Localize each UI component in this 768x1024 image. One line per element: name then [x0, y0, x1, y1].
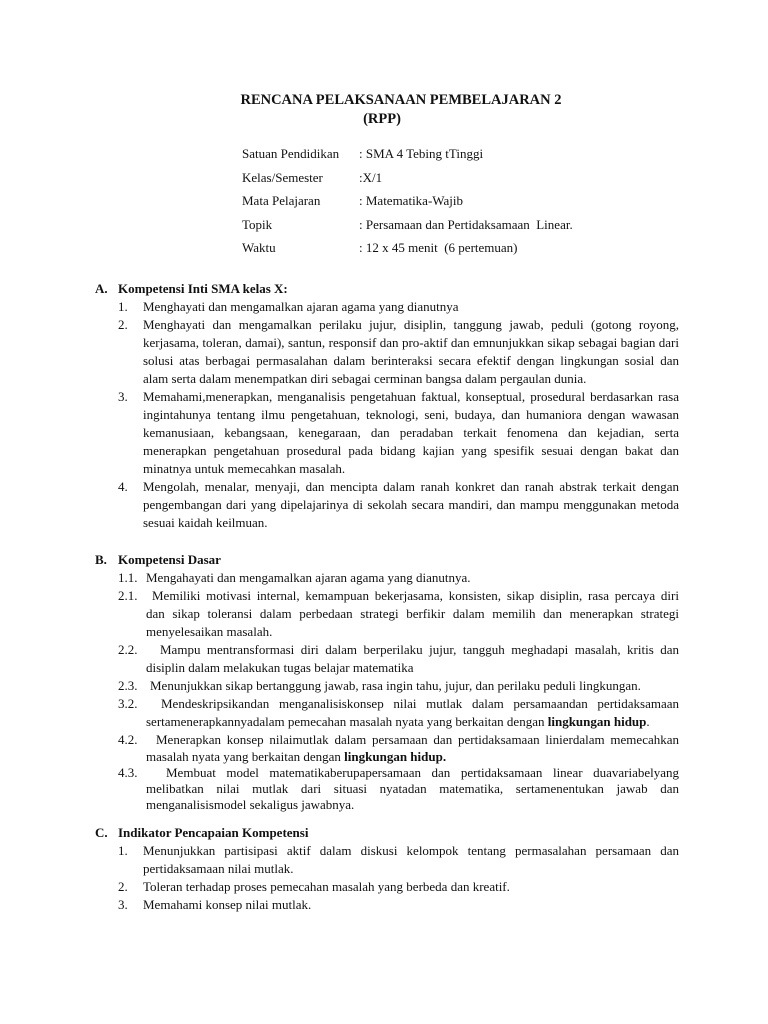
text-line: Menunjukkan partisipasi aktif dalam diskusi kelompok tentang permasalahan persamaan dan [143, 843, 679, 858]
text-line: Menerapkan konsep nilaimutlak dalam persamaan dan pertidaksamaan linierdalam memecahkan [156, 732, 679, 747]
info-row-topik [242, 213, 682, 237]
text-line: Membuat model matematikaberupapersamaan dan pertidaksamaan linear duavariabelyang [166, 765, 679, 780]
list-item [0, 316, 768, 388]
text-line: minatnya untuk memecahkan masalah. [143, 461, 346, 476]
list-item-text [143, 878, 679, 896]
info-row-waktu [242, 236, 682, 260]
list-item-number: 1. [118, 843, 128, 858]
text-line: Menghayati dan mengamalkan perilaku jujur, disiplin, tanggung jawab, peduli (gotong royong, [143, 317, 679, 332]
list-item-text [143, 316, 679, 388]
section-kompetensi-dasar [0, 551, 768, 813]
info-value: : 12 x 45 menit (6 pertemuan) [359, 240, 518, 255]
item-list [0, 298, 768, 532]
section-heading [0, 551, 768, 569]
title-line: RENCANA PELAKSANAAN PEMBELAJARAN 2 [240, 92, 562, 108]
list-item [0, 641, 768, 677]
section-title: Indikator Pencapaian Kompetensi [118, 825, 309, 840]
section-title: Kompetensi Inti SMA kelas X: [118, 281, 288, 296]
text-line: Mampu mentransformasi diri dalam berperilaku jujur, tangguh meghadapi masalah, kritis dan [160, 642, 679, 657]
list-item-number: 2.1. [118, 588, 138, 603]
list-item-text [146, 765, 679, 813]
section-letter: C. [95, 825, 108, 840]
text-line: solusi atas berbagai permasalahan dalam berinteraksi secara efektif dengan lingkungan sosial dan [143, 353, 679, 368]
list-item-text [146, 569, 679, 587]
list-item-number: 3. [118, 389, 128, 404]
item-list [0, 569, 768, 813]
list-item-text [143, 388, 679, 478]
text-line [146, 748, 679, 765]
info-row-mata-pelajaran [242, 189, 682, 213]
text-line: ingintahunya tentang ilmu pengetahuan, teknologi, seni, budaya, dan humaniora dengan wawasan [143, 407, 679, 422]
section-heading [0, 824, 768, 842]
list-item-text [146, 587, 679, 641]
text-segment: sertamenerapkannyadalam pemecahan masalah nyata yang berkaitan dengan [146, 714, 548, 729]
info-label: Satuan Pendidikan [242, 146, 340, 161]
document-title [95, 91, 707, 129]
info-row-kelas-semester [242, 166, 682, 190]
list-item [0, 765, 768, 813]
list-item [0, 569, 768, 587]
list-item-text [146, 695, 679, 731]
text-segment: masalah nyata yang berkaitan dengan [146, 749, 345, 764]
list-item [0, 842, 768, 878]
section-kompetensi-inti [0, 280, 768, 532]
info-label: Kelas/Semester [242, 169, 323, 185]
section-indikator [0, 824, 768, 914]
text-line: dan sikap toleransi dalam perbedaan strategi berfikir dalam memilih dan menerapkan strategi [146, 606, 679, 621]
text-segment: . [646, 714, 650, 729]
list-item-text [143, 842, 679, 878]
info-label: Waktu [242, 240, 276, 255]
info-value: : Persamaan dan Pertidaksamaan Linear. [359, 216, 573, 232]
section-letter: B. [95, 552, 107, 567]
text-line: Memiliki motivasi internal, kemampuan bekerjasama, konsisten, sikap disiplin, rasa percaya diri [152, 588, 679, 603]
section-title: Kompetensi Dasar [118, 552, 221, 567]
list-item-text [143, 298, 679, 316]
text-line [146, 713, 679, 731]
list-item [0, 731, 768, 765]
info-value: :X/1 [359, 169, 383, 185]
list-item-number: 4.3. [118, 765, 138, 780]
bold-text: lingkungan hidup. [344, 749, 447, 764]
list-item-number: 2.2. [118, 642, 138, 657]
info-value: : Matematika-Wajib [359, 193, 463, 208]
list-item [0, 695, 768, 731]
text-line: menerapkan pengetahuan prosedural pada bidang kajian yang spesifik sesuai dengan bakat dan [143, 443, 679, 458]
list-item-text [146, 641, 679, 677]
text-line: menyelesaikan masalah. [146, 624, 273, 639]
text-line: Menghayati dan mengamalkan ajaran agama yang dianutnya [143, 299, 459, 314]
text-line: sesuai kaidah keilmuan. [143, 515, 268, 530]
list-item-number: 1.1. [118, 570, 138, 585]
list-item-number: 2. [118, 879, 128, 894]
text-line: pengembangan dari yang dipelajarinya di sekolah secara mandiri, dan mampu menggunakan metoda [143, 497, 679, 512]
text-line: pertidaksamaan nilai mutlak. [143, 861, 294, 876]
list-item-number: 4.2. [118, 732, 138, 747]
list-item-text [143, 478, 679, 532]
info-label: Mata Pelajaran [242, 193, 321, 208]
text-line: Menunjukkan sikap bertanggung jawab, rasa ingin tahu, jujur, dan perilaku peduli lingkungan. [150, 678, 641, 693]
list-item-text [146, 731, 679, 765]
list-item-number: 1. [118, 299, 128, 314]
text-line: Mendeskripsikandan menganalisiskonsep nilai mutlak dalam persamaandan pertidaksamaan [161, 696, 679, 711]
list-item [0, 896, 768, 914]
list-item-text [143, 896, 679, 914]
info-row-satuan-pendidikan [242, 142, 682, 166]
list-item-number: 2.3. [118, 678, 138, 693]
section-letter: A. [95, 281, 108, 296]
list-item-number: 2. [118, 317, 128, 332]
subtitle: (RPP) [363, 111, 401, 127]
text-line: Mengahayati dan mengamalkan ajaran agama yang dianutnya. [146, 570, 471, 585]
list-item-number: 4. [118, 479, 128, 494]
bold-text: lingkungan hidup [547, 714, 647, 729]
text-line: Memahami,menerapkan, menganalisis pengetahuan faktual, konseptual, prosedural berdasarkan rasa [143, 389, 679, 404]
text-line: Mengolah, menalar, menyaji, dan mencipta dalam ranah konkret dan ranah abstrak terkait dengan [143, 479, 679, 494]
section-heading [0, 280, 768, 298]
list-item-number: 3. [118, 897, 128, 912]
text-line: Memahami konsep nilai mutlak. [143, 897, 312, 912]
text-line: disiplin dalam melakukan tugas belajar matematika [146, 660, 414, 675]
text-line: Toleran terhadap proses pemecahan masalah yang berbeda dan kreatif. [143, 879, 510, 894]
list-item [0, 878, 768, 896]
text-line: alam serta dalam menempatkan diri sebagai cerminan bangsa dalam pergaulan dunia. [143, 371, 587, 386]
info-table [242, 142, 682, 260]
list-item [0, 298, 768, 316]
text-line: kerjasama, toleran, damai), santun, responsif dan pro-aktif dan emnunjukkan sikap sebagai bagian dari [143, 335, 679, 350]
text-line: kemanusiaan, kebangsaan, kenegaraan, dan peradaban terkait fenomena dan kejadian, serta [143, 425, 679, 440]
info-value: : SMA 4 Tebing tTinggi [359, 146, 484, 161]
info-label: Topik [242, 216, 273, 232]
text-line: melibatkan nilai mutlak dari situasi nyatadan matematika, sertamenentukan jawab dan [146, 781, 679, 796]
item-list [0, 842, 768, 914]
list-item [0, 388, 768, 478]
text-line: menganalisismodel sekaligus jawabnya. [146, 797, 355, 812]
list-item [0, 478, 768, 532]
list-item [0, 587, 768, 641]
list-item-text [146, 677, 679, 695]
list-item [0, 677, 768, 695]
list-item-number: 3.2. [118, 696, 138, 711]
